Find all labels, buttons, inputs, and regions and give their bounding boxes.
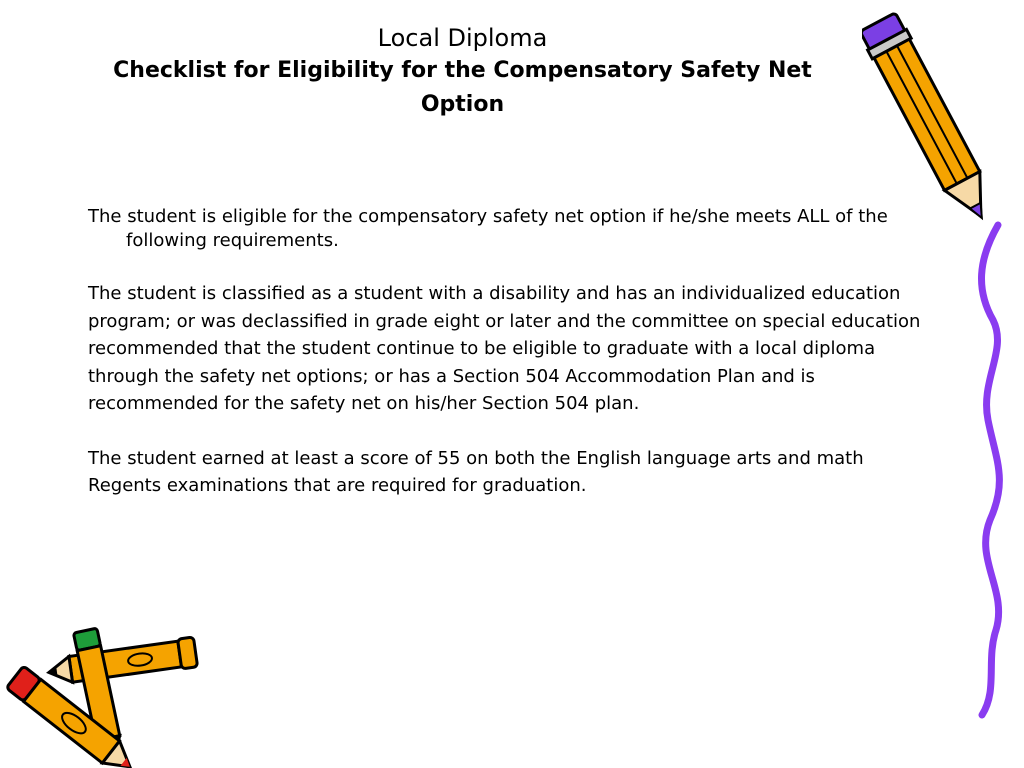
- title-subtitle: Checklist for Eligibility for the Compensatory Safety Net Option: [113, 58, 812, 117]
- squiggle-decoration: [968, 220, 1018, 720]
- slide-body: [88, 205, 933, 527]
- title-main: Local Diploma: [377, 24, 548, 52]
- requirement-disability: The student is classified as a student with a disability and has an individualized education program; or was declassified in grade eight or later and the committee on special education recommended that the student continue to be eligible to graduate with a local diploma through the safety net options; or has a Section 504 Accommodation Plan and is recommended for the safety net on his/her Section 504 plan.: [88, 283, 921, 414]
- pencil-icon: [862, 0, 1002, 245]
- slide-title: [80, 22, 845, 122]
- eligibility-intro: The student is eligible for the compensatory safety net option if he/she meets ALL of the following requirements.: [88, 206, 888, 251]
- pencils-icon: [0, 620, 210, 768]
- requirement-regents-score: The student earned at least a score of 55 on both the English language arts and math Regents examinations that are required for graduation.: [88, 447, 864, 496]
